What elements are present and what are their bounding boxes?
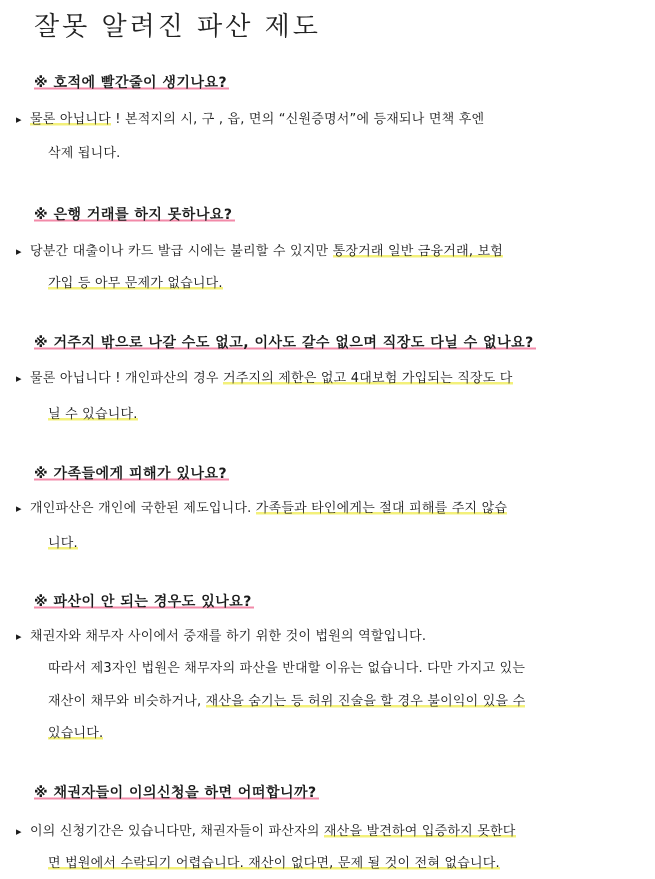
answer-text: 물론 아닙니다 ! 개인파산의 경우 xyxy=(30,371,223,386)
section-question xyxy=(34,591,254,611)
answer-text: 채권자와 채무자 사이에서 중재를 하기 위한 것이 법원의 역할입니다. xyxy=(30,629,427,644)
answer-line xyxy=(16,497,507,516)
answer-line xyxy=(16,108,484,127)
section-question xyxy=(34,332,536,352)
highlighted-text: 가입 등 아무 문제가 없습니다. xyxy=(48,276,223,291)
section-question xyxy=(34,463,229,483)
section-question xyxy=(34,782,319,802)
bullet-icon: ▸ xyxy=(16,630,22,643)
section-question xyxy=(34,204,235,224)
answer-line xyxy=(16,625,426,644)
answer-line xyxy=(48,690,525,709)
question-text: ※ 거주지 밖으로 나갈 수도 없고, 이사도 갈수 없으며 직장도 다닐 수 없나요? xyxy=(34,335,534,351)
bullet-icon: ▸ xyxy=(16,113,22,126)
highlighted-text: 재산을 숨기는 등 허위 진술을 할 경우 불이익이 있을 수 xyxy=(205,694,526,709)
answer-text: 개인파산은 개인에 국한된 제도입니다. xyxy=(30,501,256,516)
question-text: ※ 채권자들이 이의신청을 하면 어떠합니까? xyxy=(34,785,317,801)
answer-line xyxy=(48,852,500,871)
answer-text: 따라서 제3자인 법원은 채무자의 파산을 반대할 이유는 없습니다. 다만 가지고 있는 xyxy=(48,661,526,676)
question-text: ※ 호적에 빨간줄이 생기나요? xyxy=(34,75,228,91)
answer-line xyxy=(48,272,223,291)
answer-text: 이의 신청기간은 있습니다만, 채권자들이 파산자의 xyxy=(30,824,324,839)
highlighted-text: 통장거래 일반 금융거래, 보험 xyxy=(332,244,504,259)
answer-text: 재산이 채무와 비슷하거나, xyxy=(48,694,206,709)
page-title: 잘못 알려진 파산 제도 xyxy=(34,12,321,42)
answer-text: ! 본적지의 시, 구 , 읍, 면의 “신원증명서”에 등재되나 면책 후엔 xyxy=(110,112,485,127)
answer-line xyxy=(16,367,513,386)
answer-text: 삭제 됩니다. xyxy=(48,146,121,161)
answer-line xyxy=(48,657,525,676)
highlighted-text: 재산을 발견하여 입증하지 못한다 xyxy=(323,824,516,839)
bullet-icon: ▸ xyxy=(16,825,22,838)
highlighted-text: 가족들과 타인에게는 절대 피해를 주지 않습 xyxy=(255,501,508,516)
bullet-icon: ▸ xyxy=(16,245,22,258)
bullet-icon: ▸ xyxy=(16,502,22,515)
highlighted-text: 닐 수 있습니다. xyxy=(48,407,138,422)
answer-line xyxy=(48,532,78,551)
highlighted-text: 면 법원에서 수락되기 어렵습니다. 재산이 없다면, 문제 될 것이 전혀 없습니다. xyxy=(48,856,500,871)
question-text: ※ 은행 거래를 하지 못하나요? xyxy=(34,207,233,223)
answer-line xyxy=(16,820,516,839)
answer-text: 당분간 대출이나 카드 발급 시에는 불리할 수 있지만 xyxy=(30,244,333,259)
highlighted-text: 거주지의 제한은 없고 4대보험 가입되는 직장도 다 xyxy=(222,371,513,386)
highlighted-text: 물론 아닙니다 xyxy=(30,112,111,127)
answer-line xyxy=(48,722,103,741)
answer-line xyxy=(48,142,120,161)
answer-line xyxy=(16,240,503,259)
highlighted-text: 있습니다. xyxy=(48,726,104,741)
section-question xyxy=(34,72,229,92)
question-text: ※ 파산이 안 되는 경우도 있나요? xyxy=(34,594,252,610)
bullet-icon: ▸ xyxy=(16,372,22,385)
question-text: ※ 가족들에게 피해가 있나요? xyxy=(34,466,228,482)
highlighted-text: 니다. xyxy=(48,536,78,551)
answer-line xyxy=(48,403,138,422)
